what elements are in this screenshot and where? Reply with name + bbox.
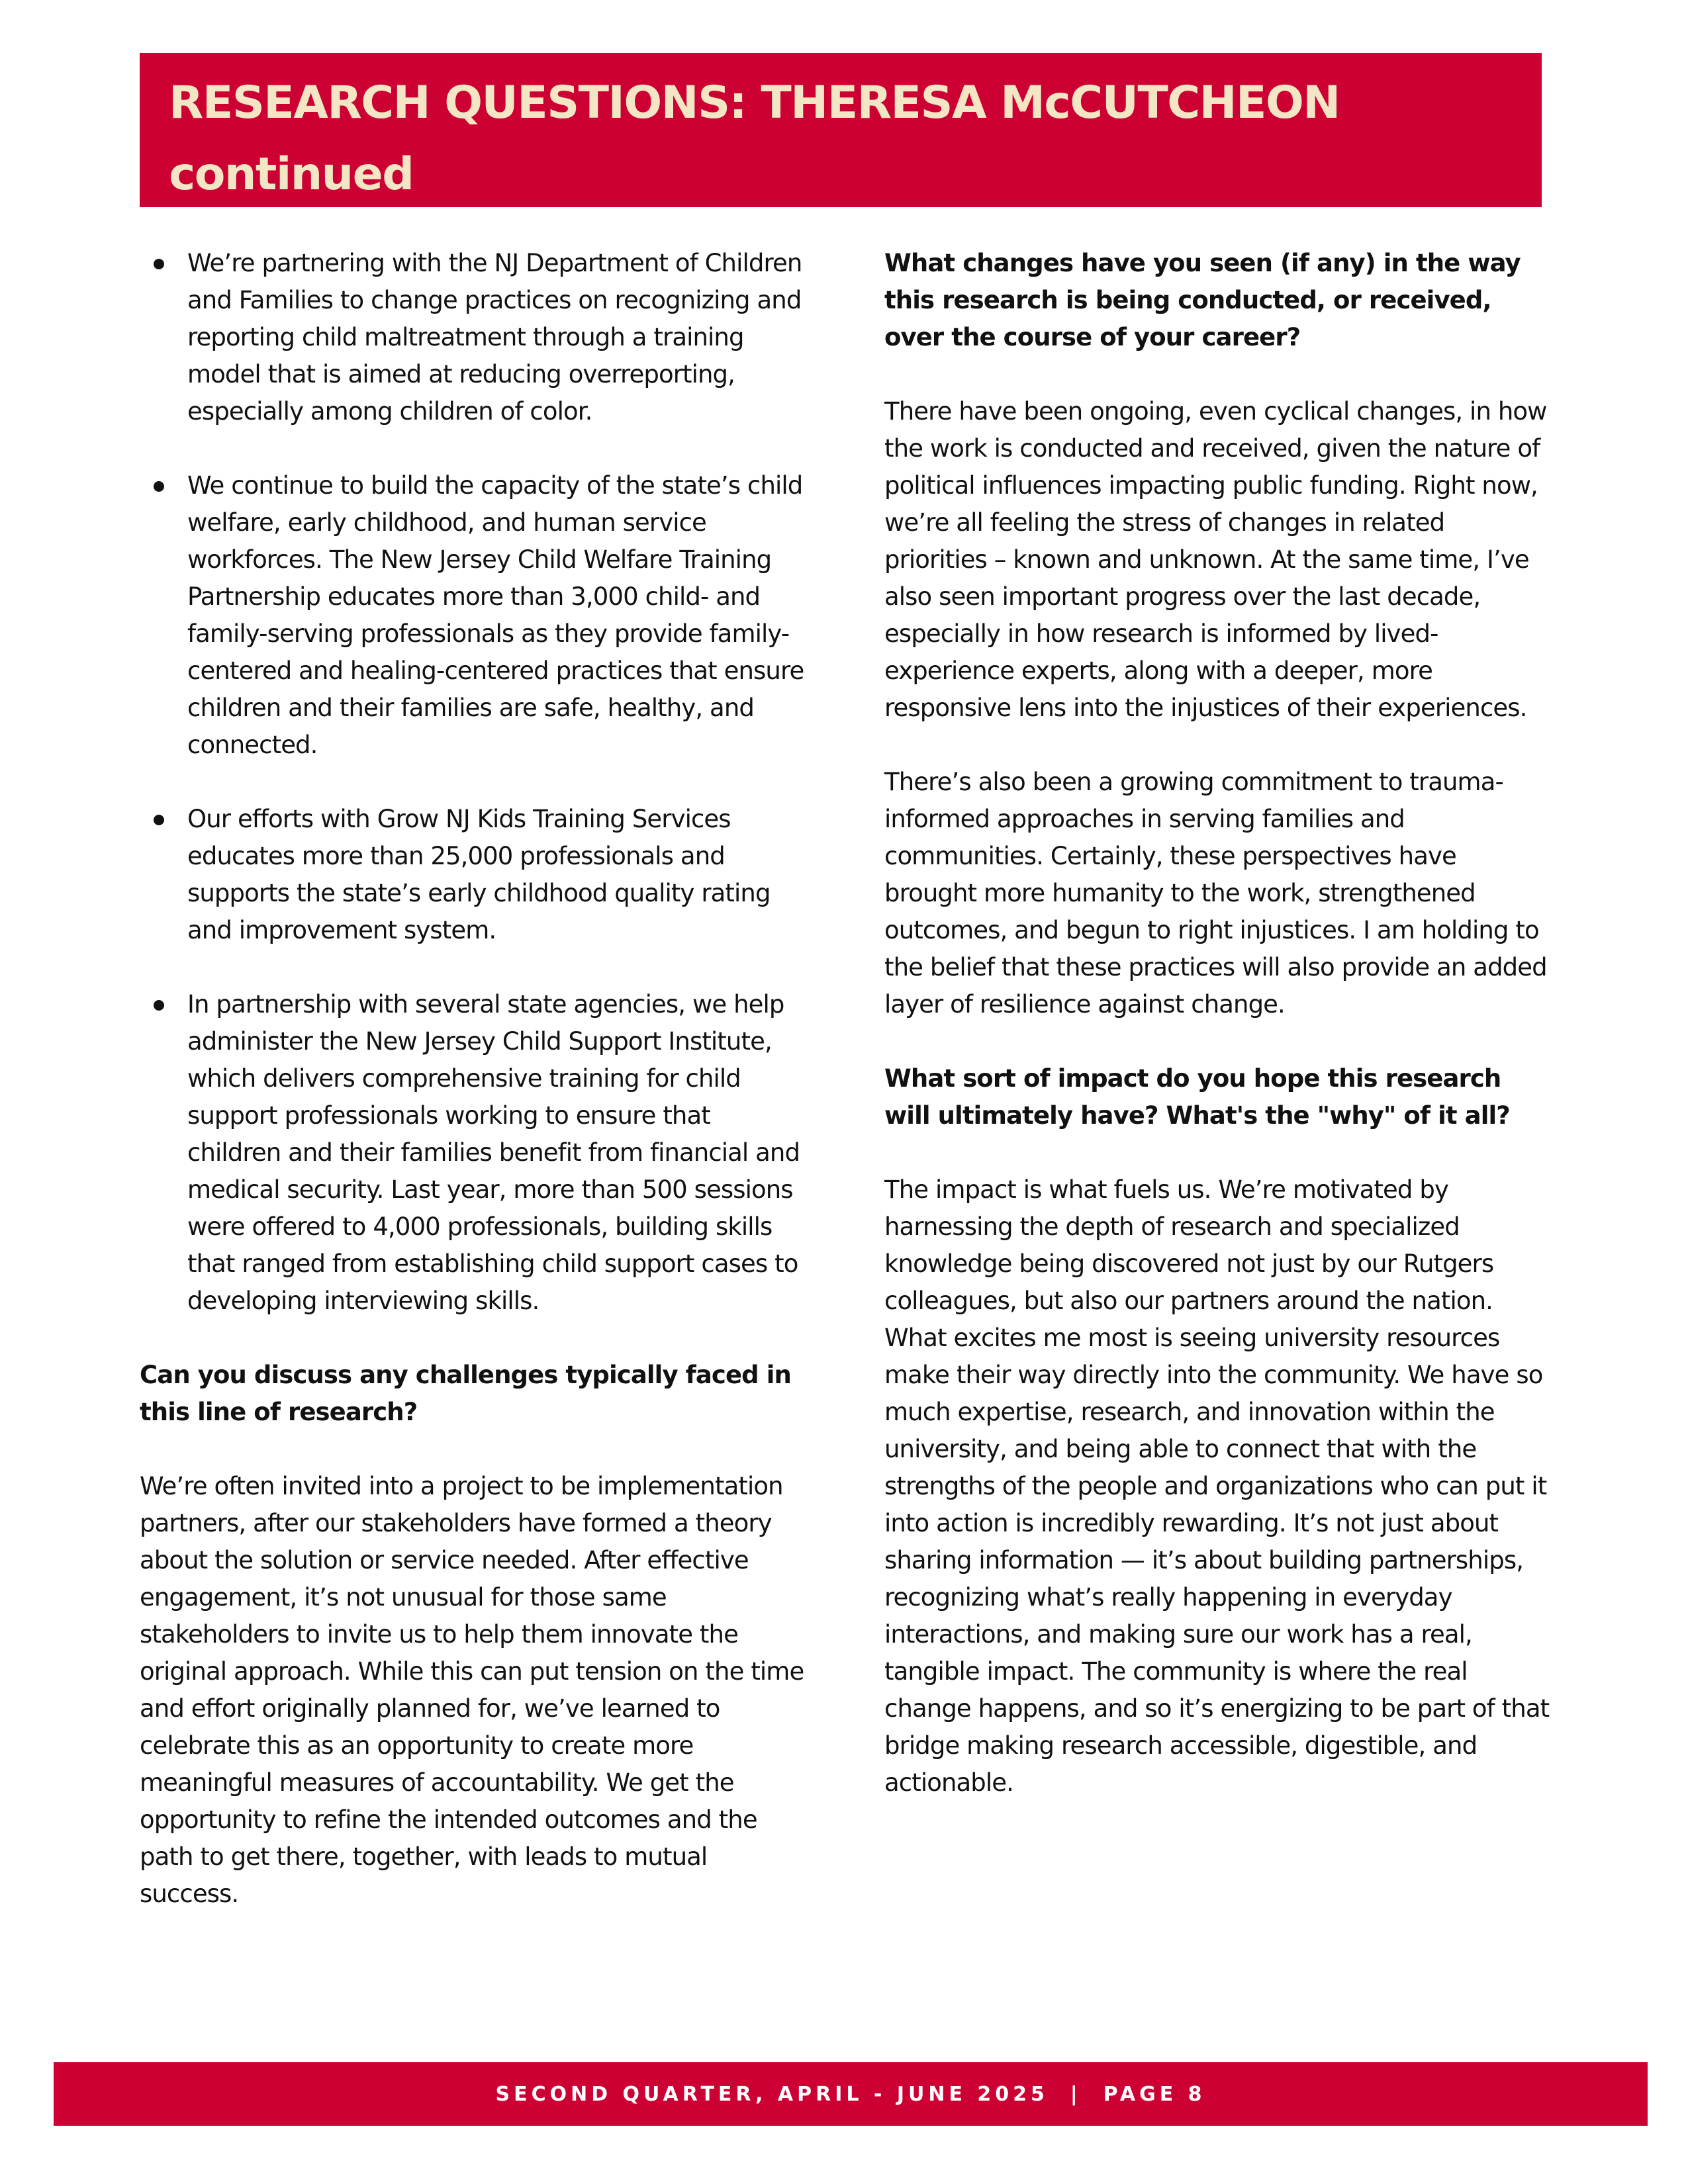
list-item bbox=[140, 986, 808, 1320]
right-column bbox=[884, 245, 1553, 1839]
list-item-text: In partnership with several state agencies, we help administer the New Jersey Child Support Institute, which delivers comprehensive training for child support professionals working to ensure that children and their families benefit from financial and medical security. Last year, more than 500 sessions were offered to 4,000 professionals, building skills that ranged from establishing child support cases to developing interviewing skills. bbox=[187, 990, 800, 1315]
list-item bbox=[140, 801, 808, 949]
answer-changes-paragraph-1: There have been ongoing, even cyclical changes, in how the work is conducted and received, given the nature of political influences impacting public funding. Right now, we’re all feeling the stress of changes in related priorities – known and unknown. At the same time, I’ve also seen important progress over the last decade, especially in how research is informed by lived-experience experts, along with a deeper, more responsive lens into the injustices of their experiences. bbox=[884, 397, 1547, 722]
footer-banner bbox=[54, 2062, 1648, 2126]
list-item-text: We’re partnering with the NJ Department of Children and Families to change practices on recognizing and reporting child maltreatment through a training model that is aimed at reducing overreporting, especially among children of color. bbox=[187, 249, 802, 426]
footer-page-info: SECOND QUARTER, APRIL - JUNE 2025 | PAGE 8 bbox=[495, 2082, 1206, 2106]
list-item bbox=[140, 245, 808, 430]
page-title: RESEARCH QUESTIONS: THERESA McCUTCHEON bbox=[169, 77, 1340, 129]
question-challenges: Can you discuss any challenges typically faced in this line of research? bbox=[140, 1361, 791, 1426]
question-changes: What changes have you seen (if any) in the way this research is being conducted, or received, over the course of your career? bbox=[884, 249, 1521, 351]
bullet-icon bbox=[154, 1000, 164, 1011]
header-banner bbox=[140, 53, 1542, 207]
answer-changes-paragraph-2: There’s also been a growing commitment to trauma-informed approaches in serving families and communities. Certainly, these perspectives have brought more humanity to the work, strengthened outcomes, and begun to right injustices. I am holding to the belief that these practices will also provide an added layer of resilience against change. bbox=[884, 768, 1547, 1019]
page-subtitle: continued bbox=[169, 148, 414, 201]
bullet-icon bbox=[154, 481, 164, 492]
initiatives-list bbox=[140, 245, 808, 1320]
list-item-text: We continue to build the capacity of the state’s child welfare, early childhood, and human service workforces. The New Jersey Child Welfare Training Partnership educates more than 3,000 child- and family-serving professionals as they provide family-centered and healing-centered practices that ensure children and their families are safe, healthy, and connected. bbox=[187, 471, 804, 759]
bullet-icon bbox=[154, 815, 164, 825]
answer-challenges: We’re often invited into a project to be implementation partners, after our stakeholders have formed a theory about the solution or service needed. After effective engagement, it’s not unusual for those same stakeholders to invite us to help them innovate the original approach. While this can put tension on the time and effort originally planned for, we’ve learned to celebrate this as an opportunity to create more meaningful measures of accountability. We get the opportunity to refine the intended outcomes and the path to get there, together, with leads to mutual success. bbox=[140, 1472, 804, 1908]
answer-impact: The impact is what fuels us. We’re motivated by harnessing the depth of research and specialized knowledge being discovered not just by our Rutgers colleagues, but also our partners around the nation. What excites me most is seeing university resources make their way directly into the community. We have so much expertise, research, and innovation within the university, and being able to connect that with the strengths of the people and organizations who can put it into action is incredibly rewarding. It’s not just about sharing information — it’s about building partnerships, recognizing what’s really happening in everyday interactions, and making sure our work has a real, tangible impact. The community is where the real change happens, and so it’s energizing to be part of that bridge making research accessible, digestible, and actionable. bbox=[884, 1175, 1550, 1797]
bullet-icon bbox=[154, 259, 164, 269]
list-item-text: Our efforts with Grow NJ Kids Training Services educates more than 25,000 professionals and supports the state’s early childhood quality rating and improvement system. bbox=[187, 805, 771, 944]
question-impact: What sort of impact do you hope this research will ultimately have? What's the "why" of it all? bbox=[884, 1064, 1510, 1130]
list-item bbox=[140, 467, 808, 764]
left-column bbox=[140, 245, 808, 1950]
